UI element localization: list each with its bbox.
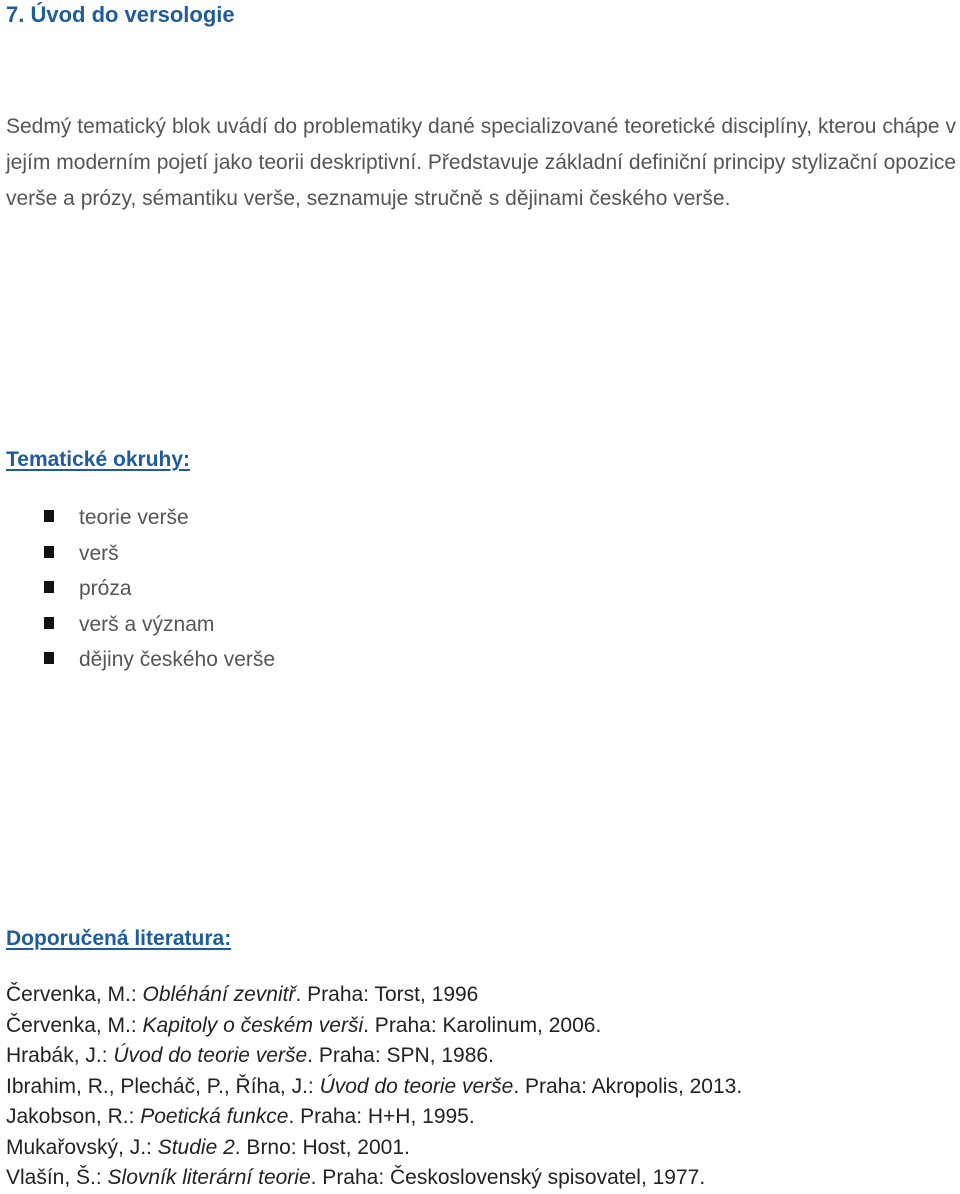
literature-item xyxy=(6,1102,742,1133)
literature-item xyxy=(6,1041,742,1072)
literature-publisher: . Praha: SPN, 1986. xyxy=(307,1044,494,1067)
literature-publisher: . Praha: Karolinum, 2006. xyxy=(363,1013,602,1037)
square-bullet-icon xyxy=(44,581,54,593)
literature-author: Mukařovský, J.: xyxy=(6,1135,158,1159)
literature-item xyxy=(6,1011,742,1042)
literature-title: Obléhání zevnitř xyxy=(142,983,296,1006)
square-bullet-icon xyxy=(44,652,54,664)
square-bullet-icon xyxy=(44,546,54,558)
literature-publisher: . Praha: Akropolis, 2013. xyxy=(513,1074,743,1098)
literature-author: Ibrahim, R., Plecháč, P., Říha, J.: xyxy=(6,1074,320,1098)
literature-title: Kapitoly o českém verši xyxy=(142,1013,364,1037)
literature-title: Úvod do teorie verše xyxy=(113,1044,308,1067)
square-bullet-icon xyxy=(44,617,54,629)
literature-item xyxy=(6,1072,742,1103)
topic-text: próza xyxy=(79,577,132,600)
literature-publisher: . Praha: H+H, 1995. xyxy=(288,1105,475,1128)
square-bullet-icon xyxy=(44,510,54,522)
literature-author: Hrabák, J.: xyxy=(6,1044,114,1067)
topics-label: Tematické okruhy: xyxy=(6,448,191,471)
literature-author: Červenka, M.: xyxy=(6,1013,143,1037)
literature-author: Červenka, M.: xyxy=(6,983,143,1006)
literature-title: Úvod do teorie verše xyxy=(319,1074,514,1098)
intro-paragraph: Sedmý tematický blok uvádí do problematiky dané specializované teoretické disciplíny, kterou chápe v jejím moderním pojetí jako teorii deskriptivní. Představuje základní definiční principy stylizační opozice verše a prózy, sémantiku verše, seznamuje stručně s dějinami českého verše. xyxy=(6,115,956,210)
section-heading: 7. Úvod do versologie xyxy=(6,2,235,27)
literature-item xyxy=(6,1163,742,1194)
literature-publisher: . Praha: Československý spisovatel, 1977. xyxy=(310,1166,706,1189)
literature-title: Poetická funkce xyxy=(140,1105,289,1128)
literature-author: Jakobson, R.: xyxy=(6,1105,141,1128)
topic-text: verš xyxy=(79,541,119,565)
topic-text: dějiny českého verše xyxy=(79,648,276,671)
topic-text: verš a význam xyxy=(79,612,215,636)
literature-publisher: . Praha: Torst, 1996 xyxy=(295,983,479,1006)
literature-item xyxy=(6,1133,742,1164)
literature-label: Doporučená literatura: xyxy=(6,927,232,950)
literature-title: Slovník literární teorie xyxy=(107,1166,311,1189)
topic-text: teorie verše xyxy=(79,506,189,529)
literature-author: Vlašín, Š.: xyxy=(6,1166,108,1189)
literature-publisher: . Brno: Host, 2001. xyxy=(234,1135,410,1159)
literature-item xyxy=(6,980,742,1011)
literature-title: Studie 2 xyxy=(157,1135,235,1159)
literature-list xyxy=(6,980,742,1194)
